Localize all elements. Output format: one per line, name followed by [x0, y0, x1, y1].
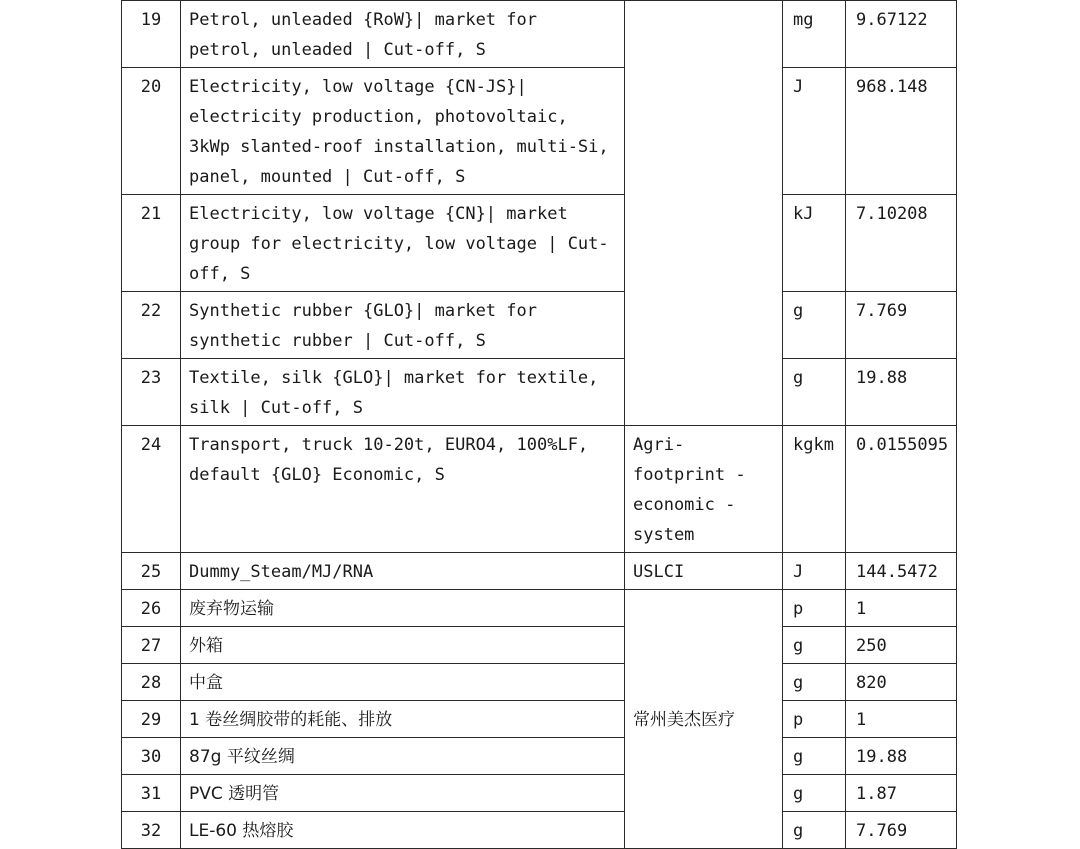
table-row: [122, 701, 957, 738]
row-number: 20: [122, 68, 181, 195]
row-number: 21: [122, 195, 181, 292]
unit-cell: g: [783, 627, 846, 664]
material-cell: 废弃物运输: [181, 590, 625, 627]
value-cell: 1: [846, 590, 957, 627]
table-row: [122, 195, 957, 292]
row-number: 27: [122, 627, 181, 664]
unit-cell: g: [783, 775, 846, 812]
material-cell: LE-60 热熔胶: [181, 812, 625, 849]
value-cell: 1: [846, 701, 957, 738]
row-number: 19: [122, 1, 181, 68]
value-cell: 19.88: [846, 738, 957, 775]
material-cell: 中盒: [181, 664, 625, 701]
value-cell: 7.10208: [846, 195, 957, 292]
table-row: [122, 553, 957, 590]
material-cell: Dummy_Steam/MJ/RNA: [181, 553, 625, 590]
unit-cell: p: [783, 590, 846, 627]
row-number: 22: [122, 292, 181, 359]
unit-cell: J: [783, 553, 846, 590]
value-cell: 968.148: [846, 68, 957, 195]
value-cell: 250: [846, 627, 957, 664]
material-cell: 87g 平纹丝绸: [181, 738, 625, 775]
table-row: [122, 426, 957, 553]
table-row: [122, 627, 957, 664]
value-cell: 7.769: [846, 812, 957, 849]
source-cell: USLCI: [625, 553, 783, 590]
unit-cell: kgkm: [783, 426, 846, 553]
value-cell: 19.88: [846, 359, 957, 426]
inventory-table: [121, 0, 957, 849]
table-row: [122, 1, 957, 68]
source-cell: Agri-footprint - economic - system: [625, 426, 783, 553]
unit-cell: kJ: [783, 195, 846, 292]
material-cell: PVC 透明管: [181, 775, 625, 812]
table-row: [122, 812, 957, 849]
unit-cell: g: [783, 292, 846, 359]
value-cell: 820: [846, 664, 957, 701]
table-row: [122, 775, 957, 812]
unit-cell: g: [783, 359, 846, 426]
unit-cell: g: [783, 664, 846, 701]
unit-cell: J: [783, 68, 846, 195]
row-number: 26: [122, 590, 181, 627]
material-cell: Petrol, unleaded {RoW}| market for petrol, unleaded | Cut-off, S: [181, 1, 625, 68]
material-cell: Electricity, low voltage {CN}| market group for electricity, low voltage | Cut-off, S: [181, 195, 625, 292]
table-row: [122, 664, 957, 701]
table-row: [122, 292, 957, 359]
unit-cell: g: [783, 738, 846, 775]
row-number: 23: [122, 359, 181, 426]
material-cell: 外箱: [181, 627, 625, 664]
unit-cell: p: [783, 701, 846, 738]
table-row: [122, 359, 957, 426]
row-number: 32: [122, 812, 181, 849]
material-cell: Electricity, low voltage {CN-JS}| electricity production, photovoltaic, 3kWp slanted-roof installation, multi-Si, panel, mounted | Cut-off, S: [181, 68, 625, 195]
source-cell-merged: 常州美杰医疗: [625, 590, 783, 849]
material-cell: Transport, truck 10-20t, EURO4, 100%LF, default {GLO} Economic, S: [181, 426, 625, 553]
value-cell: 0.0155095: [846, 426, 957, 553]
table-row: [122, 590, 957, 627]
row-number: 25: [122, 553, 181, 590]
unit-cell: mg: [783, 1, 846, 68]
table-row: [122, 738, 957, 775]
row-number: 30: [122, 738, 181, 775]
row-number: 31: [122, 775, 181, 812]
material-cell: Textile, silk {GLO}| market for textile, silk | Cut-off, S: [181, 359, 625, 426]
unit-cell: g: [783, 812, 846, 849]
value-cell: 144.5472: [846, 553, 957, 590]
row-number: 24: [122, 426, 181, 553]
value-cell: 1.87: [846, 775, 957, 812]
material-cell: 1 卷丝绸胶带的耗能、排放: [181, 701, 625, 738]
source-cell-empty: [625, 1, 783, 426]
table-row: [122, 68, 957, 195]
row-number: 29: [122, 701, 181, 738]
material-cell: Synthetic rubber {GLO}| market for synthetic rubber | Cut-off, S: [181, 292, 625, 359]
value-cell: 9.67122: [846, 1, 957, 68]
value-cell: 7.769: [846, 292, 957, 359]
row-number: 28: [122, 664, 181, 701]
